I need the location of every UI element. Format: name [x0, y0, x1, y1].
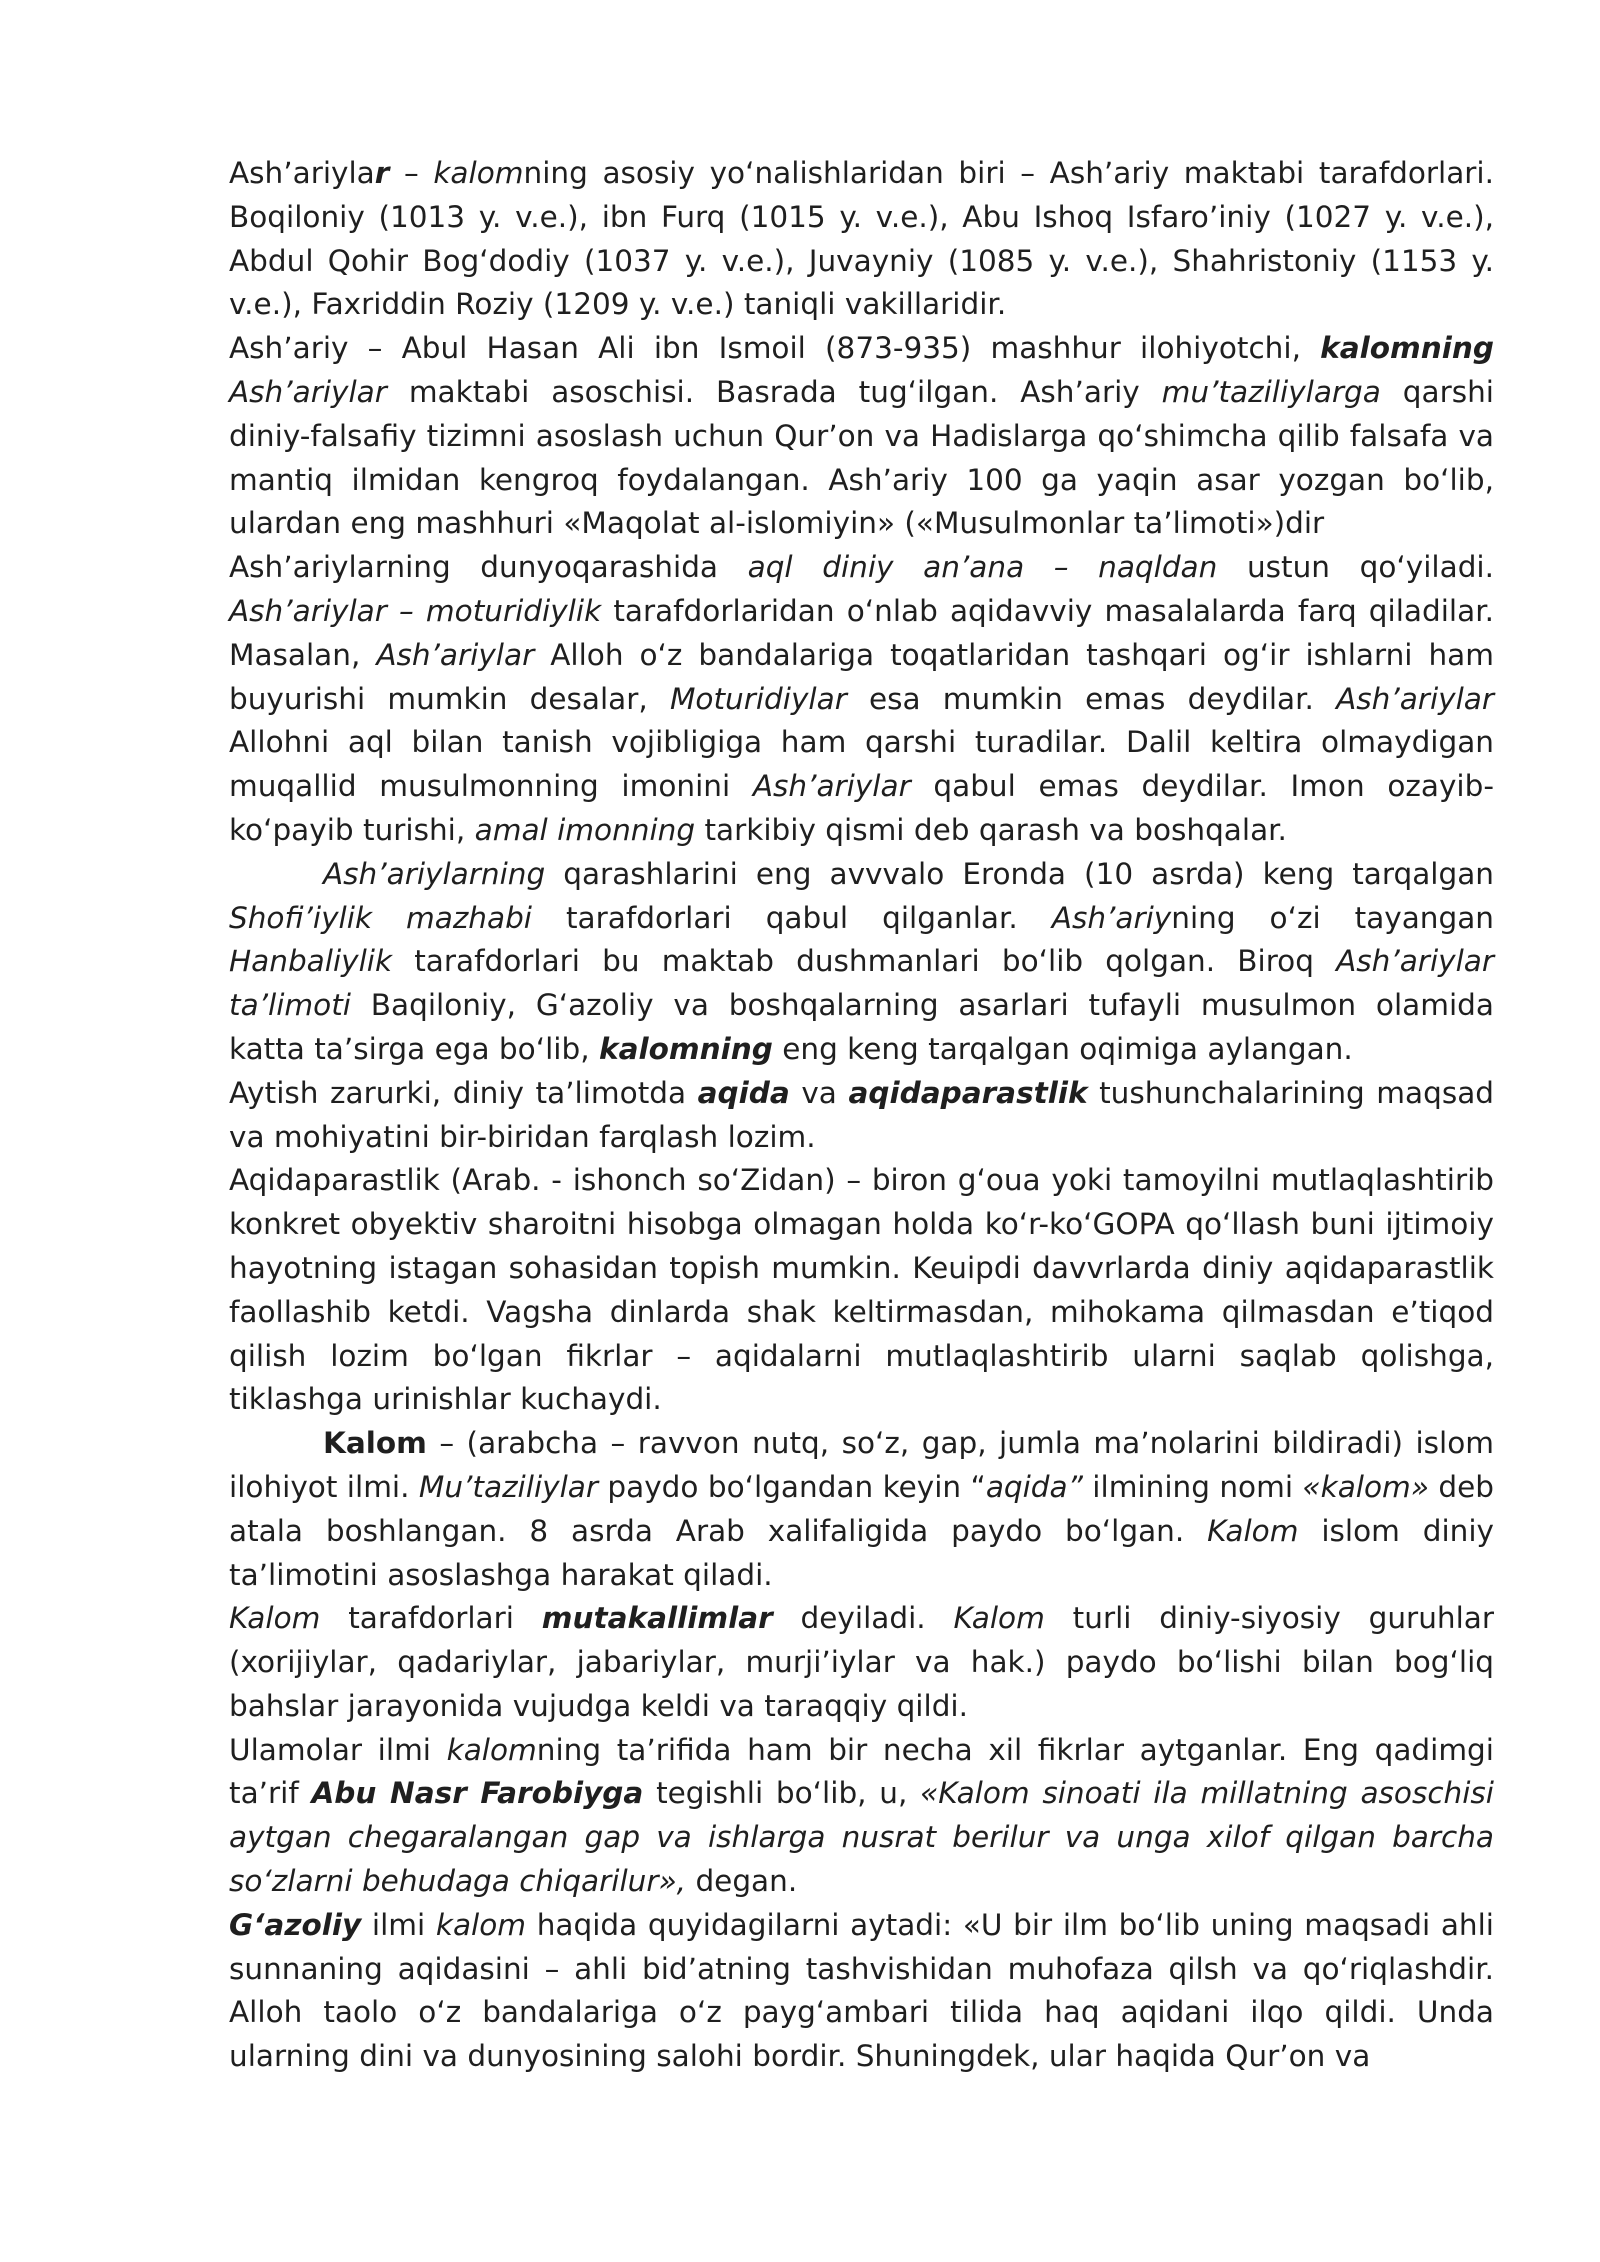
text-run: paydo bo‘lgandan keyin “ [598, 1469, 986, 1504]
bold-italic-term: aqida [697, 1075, 790, 1110]
text-run: Aytish zarurki, diniy ta’limotda [229, 1075, 698, 1110]
text-run: ning asosiy yo‘nalishlaridan biri – Ash’ariy maktabi tarafdorlari. Boqiloniy (1013 y. v.e.), ibn Furq (1015 y. v.e.), Abu Ishoq Isfaro’iniy (1027 y. v.e.), Abdul Qohir Bog‘dodiy (1037 y. v.e.), Juvayniy (1085 y. v.e.), Shahristoniy (1153 y. v.e.), Faxriddin Roziy (1209 y. v.e.) taniqli vakillaridir. [229, 156, 1494, 322]
italic-term: Ash’ariylar [1336, 681, 1494, 716]
paragraph-mutakallimlar [229, 1597, 1494, 1728]
paragraph-kalom-gazoliy [229, 1904, 1494, 2079]
italic-term: Shofi’iylik mazhabi [229, 900, 533, 935]
italic-term: Kalom [229, 1601, 321, 1636]
paragraph-ashari-spread [229, 853, 1494, 1072]
text-run: tarafdorlari bu maktab dushmanlari bo‘lib qolgan. Biroq [392, 944, 1337, 979]
italic-term: Ash’ariylar [752, 769, 911, 804]
paragraph-asharilar-intro [229, 152, 1494, 327]
paragraph-kalom-definition [229, 1422, 1494, 1597]
italic-term: aqida” [985, 1469, 1083, 1504]
bold-italic-term: kalomning [1320, 331, 1494, 366]
text-run: Ash’ariy – Abul Hasan Ali ibn Ismoil (873-935) mashhur ilohiyotchi, [229, 331, 1321, 366]
text-run: esa mumkin emas deydilar. [846, 681, 1337, 716]
italic-term: amal imonning [474, 812, 696, 847]
text-run: – (arabcha – ravvon nutq, so‘z, gap, jumla ma’nolarini bildiradi) islom ilohiyot ilmi. [229, 1426, 1494, 1504]
text-run: tarafdorlaridan o‘nlab aqidavviy masalalarda farq qiladilar. Masalan, [229, 593, 1494, 672]
text-run: tarafdorlari qabul qilganlar. [532, 900, 1052, 935]
paragraph-aqidaparastlik-definition [229, 1159, 1494, 1422]
text-run: deb atala boshlangan. 8 asrda Arab xalifaligida paydo bo‘lgan. [229, 1469, 1494, 1548]
text-run: Ash’ariylarning dunyoqarashida [229, 550, 748, 585]
text-run: qabul emas deydilar. Imon ozayib-ko‘payib turishi, [229, 769, 1494, 847]
text-run: eng keng tarqalgan oqimiga aylangan. [772, 1031, 1353, 1066]
text-run: Ash’ariyla [229, 156, 375, 190]
text-run: turli diniy-siyosiy guruhlar (xorijiylar, qadariylar, jabariylar, murji’iylar va hak.) paydo bo‘lishi bilan bog‘liq bahslar jarayonida vujudga keldi va taraqqiy qildi. [229, 1601, 1494, 1723]
italic-term: Ash’ariy [1051, 900, 1172, 935]
text-run: ning ta’rifida ham bir necha xil fikrlar aytganlar. Eng qadimgi ta’rif [229, 1732, 1494, 1811]
text-run: tarafdorlari [320, 1601, 542, 1636]
text-run: ilmining nomi [1082, 1469, 1303, 1504]
text-run: degan. [686, 1864, 798, 1899]
text-run: tushunchalarining maqsad va mohiyatini bir-biridan farqlash lozim. [229, 1075, 1494, 1154]
text-run: Aqidaparastlik (Arab. - ishonch so‘Zidan) – biron g‘oua yoki tamoyilni mutlaqlashtirib konkret obyektiv sharoitni hisobga olmagan holda ko‘r-ko‘GOPA qo‘llash buni ijtimoiy hayotning istagan sohasidan topish mumkin. Keuipdi davvrlarda diniy aqidaparastlik faollashib ketdi. Vagsha dinlarda shak keltirmasdan, mihokama qilmasdan e’tiqod qilish lozim bo‘lgan fikrlar – aqidalarni mutlaqlashtirib ularni saqlab qolishga, tiklashga urinishlar kuchaydi. [229, 1163, 1494, 1417]
paragraph-ashari-biography [229, 327, 1494, 546]
italic-term: «Kalom sinoati ila millatning asoschisi aytgan chegaralangan gap va ishlarga nusrat berilur va unga xilof qilgan barcha so‘zlarni behudaga chiqarilur», [229, 1776, 1495, 1899]
italic-term: Kalom [1207, 1513, 1299, 1548]
text-run: tegishli bo‘lib, u, [643, 1776, 921, 1811]
italic-term: Ash’ariylar – moturidiylik [229, 593, 602, 628]
text-run: maktabi asoschisi. Basrada tug‘ilgan. Ash’ariy [386, 374, 1162, 409]
italic-term: Ash’ariylarning [323, 856, 546, 891]
text-run: ilmi [361, 1907, 436, 1942]
text-run: qarshi diniy-falsafiy tizimni asoslash uchun Qur’on va Hadislarga qo‘shimcha qilib falsafa va mantiq ilmidan kengroq foydalangan. Ash’ariy 100 ga yaqin asar yozgan bo‘lib, ulardan eng mashhuri «Maqolat al-islomiyin» («Musulmonlar ta’limoti»)dir [229, 374, 1494, 541]
text-run: qarashlarini eng avvvalo Eronda (10 asrda) keng tarqalgan [545, 856, 1494, 891]
paragraph-kalom-farobiy [229, 1729, 1494, 1904]
italic-term: «kalom» [1302, 1469, 1429, 1504]
text-run: tarkibiy qismi deb qarash va boshqalar. [695, 812, 1287, 847]
italic-term: mu’taziliylarga [1161, 374, 1381, 409]
italic-term: Kalom [953, 1601, 1045, 1636]
bold-italic-term: aqidaparastlik [848, 1075, 1088, 1110]
italic-term: Ash’ariylar [376, 637, 535, 672]
italic-term: Mu’taziliylar [418, 1469, 599, 1504]
italic-term: kalom [433, 156, 524, 190]
text-run: ning o‘zi tayangan [1171, 900, 1494, 935]
bold-italic-term: r [374, 156, 390, 190]
italic-term: Moturidiylar [669, 681, 847, 716]
italic-term: Hanbaliylik [229, 944, 393, 979]
italic-term: aql diniy an’ana – naqldan [747, 550, 1218, 585]
italic-term: kalom [435, 1907, 527, 1942]
text-run: haqida quyidagilarni aytadi: «U bir ilm bo‘lib uning maqsadi ahli sunnaning aqidasini – ahli bid’atning tashvishidan muhofaza qilsh va qo‘riqlashdir. Alloh taolo o‘z bandalariga o‘z payg‘ambari tilida haq aqidani ilqo qildi. Unda ularning dini va dunyosining salohi bordir. Shuningdek, ular haqida Qur’on va [229, 1907, 1494, 2074]
bold-term: Kalom [323, 1426, 427, 1461]
text-run: va [789, 1075, 849, 1110]
text-run: Baqiloniy, G‘azoliy va boshqalarning asarlari tufayli musulmon olamida katta ta’sirga ega bo‘lib, [229, 988, 1494, 1066]
text-run: ustun qo‘yiladi. [1217, 550, 1494, 585]
bold-italic-term: G‘azoliy [229, 1907, 362, 1942]
document-page [229, 152, 1494, 2079]
italic-term: kalom [446, 1732, 537, 1767]
text-run: Allohni aql bilan tanish vojibligiga ham qarshi turadilar. Dalil keltira olmaydigan muqallid musulmonning imonini [229, 725, 1494, 804]
bold-italic-term: kalomning [598, 1031, 773, 1066]
italic-term: Ash’ariylar [229, 374, 387, 409]
paragraph-ashari-worldview [229, 546, 1494, 853]
italic-term: Ash’ariylar ta’limoti [229, 944, 1494, 1023]
text-run: Alloh o‘z bandalariga toqatlaridan tashqari og‘ir ishlarni ham buyurishi mumkin desalar, [229, 637, 1494, 716]
text-run: Ulamolar ilmi [229, 1732, 447, 1767]
text-run: – [389, 156, 434, 190]
bold-italic-term: mutakallimlar [541, 1601, 773, 1636]
text-run: islom diniy ta’limotini asoslashga harakat qiladi. [229, 1513, 1494, 1592]
bold-italic-term: Abu Nasr Farobiyga [311, 1776, 644, 1811]
text-run: deyiladi. [772, 1601, 954, 1636]
paragraph-aqida-distinction [229, 1072, 1494, 1160]
